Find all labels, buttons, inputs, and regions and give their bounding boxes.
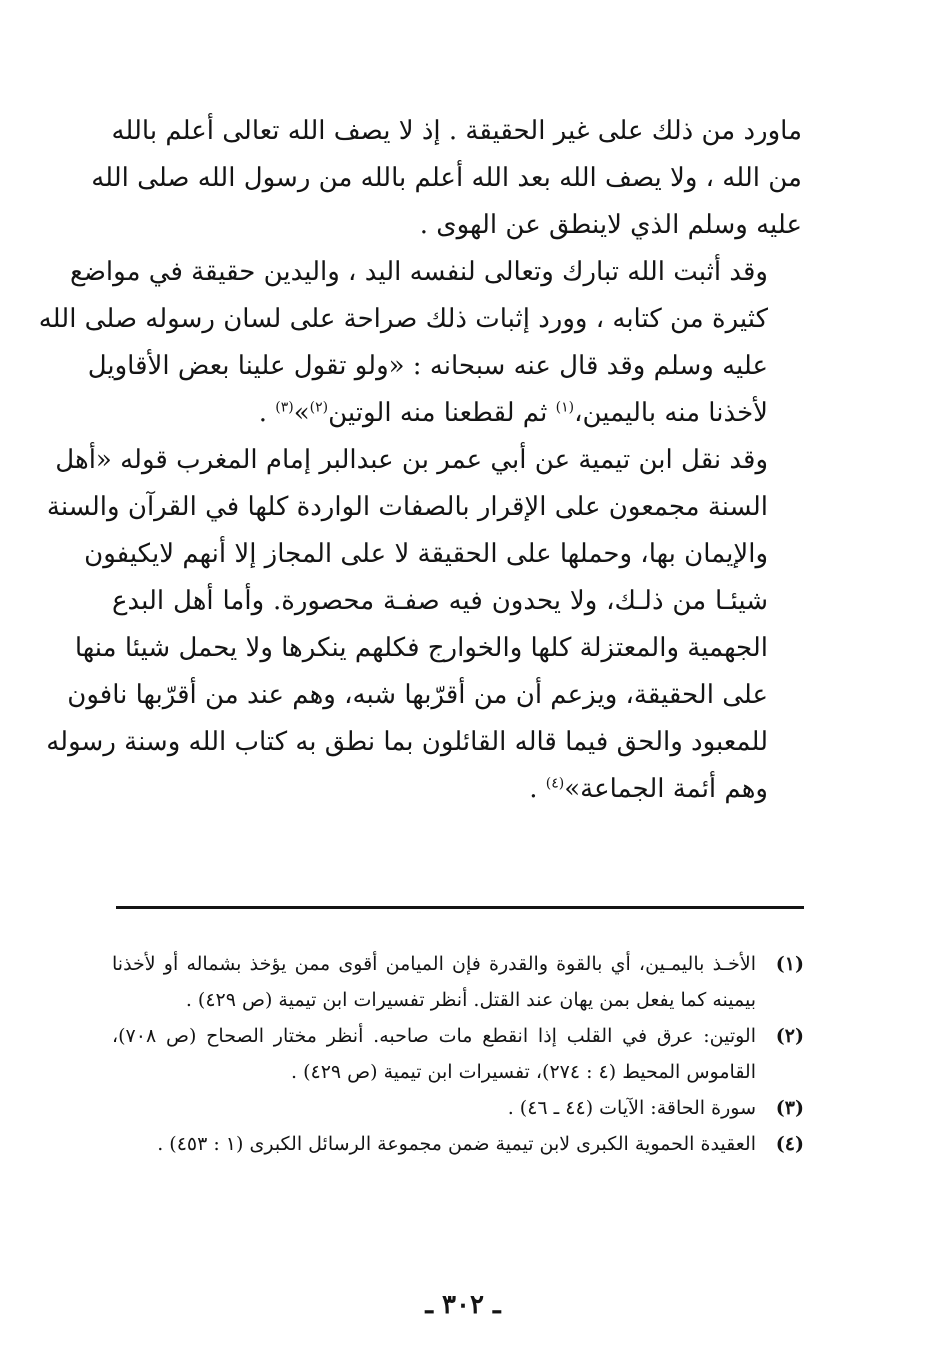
text-line: وقد نقل ابن تيمية عن أبي عمر بن عبدالبر إمام المغرب قوله «أهل bbox=[55, 445, 768, 475]
text-fragment: . bbox=[529, 774, 546, 804]
text-line bbox=[112, 390, 802, 437]
paragraph-2 bbox=[38, 249, 802, 437]
text-line: ماورد من ذلك على غير الحقيقة . إذ لا يصف الله تعالى أعلم بالله bbox=[111, 116, 802, 146]
footnote-text: الأخـذ باليمـين، أي بالقوة والقدرة فإن الميامن أقوى ممن يؤخذ بشماله أو لأخذنا بيمينه كما يفعل بمن يهان عند القتل. أنظر تفسيرات ابن تيمية (ص ٤٢٩) . bbox=[112, 953, 756, 1011]
footnote-ref-1: (١) bbox=[555, 399, 575, 416]
main-text bbox=[38, 108, 802, 813]
text-line: عليه وسلم وقد قال عنه سبحانه : «ولو تقول علينا بعض الأقاويل bbox=[87, 351, 768, 381]
footnote-3 bbox=[112, 1090, 804, 1126]
text-line: السنة مجمعون على الإقرار بالصفات الواردة كلها في القرآن والسنة bbox=[46, 492, 768, 522]
text-line: كثيرة من كتابه ، وورد إثبات ذلك صراحة على لسان رسوله صلى الله bbox=[38, 304, 768, 334]
footnote-text: الوتين: عرق في القلب إذا انقطع مات صاحبه. أنظر مختار الصحاح (ص ٧٠٨)، القاموس المحيط (٤ : ٢٧٤)، تفسيرات ابن تيمية (ص ٤٢٩) . bbox=[112, 1025, 756, 1083]
text-line: شيئـا من ذلـك، ولا يحدون فيه صفـة محصورة. وأما أهل البدع bbox=[112, 586, 768, 616]
footnote-text: العقيدة الحموية الكبرى لابن تيمية ضمن مجموعة الرسائل الكبرى (١ : ٤٥٣) . bbox=[157, 1133, 756, 1155]
paragraph-3 bbox=[46, 437, 802, 813]
footnote-number: (٢) bbox=[775, 1025, 804, 1047]
footnote-2 bbox=[112, 1018, 804, 1090]
text-line: عليه وسلم الذي لاينطق عن الهوى . bbox=[419, 210, 802, 240]
footnotes bbox=[112, 946, 804, 1162]
text-line: الجهمية والمعتزلة كلها والخوارج فكلهم ينكرها ولا يحمل شيئا منها bbox=[74, 633, 768, 663]
footnote-divider bbox=[116, 906, 804, 909]
footnote-ref-2: (٢) bbox=[309, 399, 329, 416]
text-fragment: . bbox=[258, 398, 276, 428]
footnote-1 bbox=[112, 946, 804, 1018]
text-fragment: » bbox=[293, 398, 310, 428]
text-line: والإيمان بها، وحملها على الحقيقة لا على المجاز إلا أنهم لايكيفون bbox=[84, 539, 768, 569]
footnote-ref-3: (٣) bbox=[275, 399, 294, 416]
footnote-number: (٤) bbox=[775, 1133, 804, 1155]
footnote-ref-4: (٤) bbox=[545, 775, 565, 792]
footnote-4 bbox=[112, 1126, 804, 1162]
footnote-text: سورة الحاقة: الآيات (٤٤ ـ ٤٦) . bbox=[507, 1097, 756, 1119]
footnote-number: (١) bbox=[775, 953, 804, 975]
text-line: على الحقيقة، ويزعم أن من أقرّبها شبه، وهم عند من أقرّبها نافون bbox=[67, 680, 768, 710]
paragraph-1 bbox=[91, 108, 802, 249]
text-fragment: وهم أئمة الجماعة» bbox=[564, 774, 768, 804]
text-fragment: لأخذنا منه باليمين، bbox=[574, 398, 768, 428]
text-line: من الله ، ولا يصف الله بعد الله أعلم بالله من رسول الله صلى الله bbox=[91, 163, 802, 193]
text-fragment: ثم لقطعنا منه الوتين bbox=[328, 398, 556, 428]
footnote-number: (٣) bbox=[775, 1097, 804, 1119]
page-number: ـ ٣٠٢ ـ bbox=[425, 1290, 501, 1320]
text-line bbox=[112, 766, 802, 813]
text-line: للمعبود والحق فيما قاله القائلون بما نطق به كتاب الله وسنة رسوله bbox=[46, 727, 768, 757]
text-line: وقد أثبت الله تبارك وتعالى لنفسه اليد ، واليدين حقيقة في مواضع bbox=[70, 257, 768, 287]
